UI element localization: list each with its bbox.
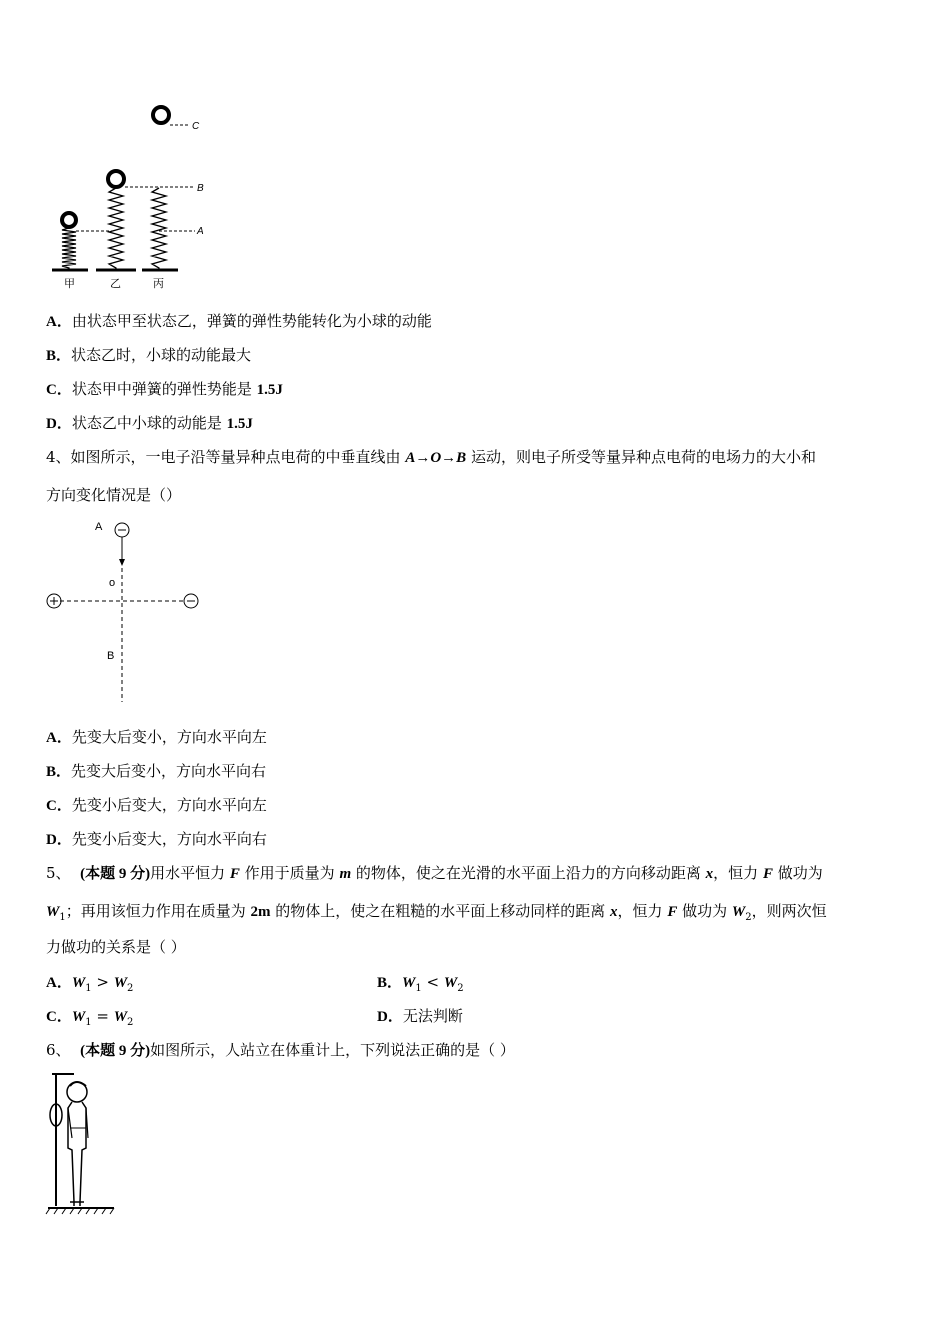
ball-a [62, 213, 76, 227]
scale-figure [44, 1068, 124, 1218]
q3-option-b: B．状态乙时，小球的动能最大 [46, 346, 252, 364]
label-a-point: A [95, 521, 103, 533]
q5-stem-line1: 5、 (本题 9 分)用水平恒力 F 作用于质量为 m 的物体，使之在光滑的水平面上沿力的方向移动距离 x，恒力 F 做功为 [46, 864, 823, 882]
spring-jia [62, 228, 76, 270]
q5-option-a: A．$W_1 > W_2$ [46, 973, 134, 994]
charge-figure [40, 512, 210, 707]
label-a: A [197, 226, 204, 237]
spring-figure [40, 100, 230, 300]
spring-bing [152, 188, 166, 270]
q4-stem-line2: 方向变化情况是（） [46, 486, 182, 504]
q3-option-c: C．状态甲中弹簧的弹性势能是 1.5J [46, 380, 283, 398]
q5-stem-line2: $W_1$；再用该恒力作用在质量为 2m 的物体上，使之在粗糙的水平面上移动同样的距离 x，恒力 F 做功为 $W_2$，则两次恒 [46, 902, 827, 923]
caption-bing: 丙 [153, 278, 164, 290]
q4-option-a: A．先变大后变小，方向水平向左 [46, 728, 267, 746]
q4-option-c: C．先变小后变大，方向水平向左 [46, 796, 267, 814]
q4-option-d: D．先变小后变大，方向水平向右 [46, 830, 267, 848]
label-o-point: o [109, 577, 116, 589]
q5-option-c: C．$W_1 = W_2$ [46, 1007, 134, 1028]
q3-option-a: A．由状态甲至状态乙，弹簧的弹性势能转化为小球的动能 [46, 312, 432, 330]
q5-stem-line3: 力做功的关系是（ ） [46, 938, 186, 956]
q5-option-d: D．无法判断 [377, 1007, 463, 1025]
q6-stem: 6、 (本题 9 分)如图所示，人站立在体重计上，下列说法正确的是（ ） [46, 1041, 515, 1059]
q3-option-d: D．状态乙中小球的动能是 1.5J [46, 414, 253, 432]
q4-option-b: B．先变大后变小，方向水平向右 [46, 762, 267, 780]
label-c: C [192, 121, 200, 132]
ball-c [153, 107, 169, 123]
spring-yi [109, 188, 123, 270]
q4-stem-line1: 4、如图所示，一电子沿等量异种点电荷的中垂直线由 A→O→B 运动，则电子所受等量异种点电荷的电场力的大小和 [46, 448, 816, 466]
caption-yi: 乙 [110, 278, 121, 290]
label-b-point: B [107, 650, 115, 662]
caption-jia: 甲 [64, 278, 75, 290]
ball-b [108, 171, 124, 187]
q5-option-b: B．$W_1 < W_2$ [377, 973, 464, 994]
label-b: B [197, 183, 204, 194]
